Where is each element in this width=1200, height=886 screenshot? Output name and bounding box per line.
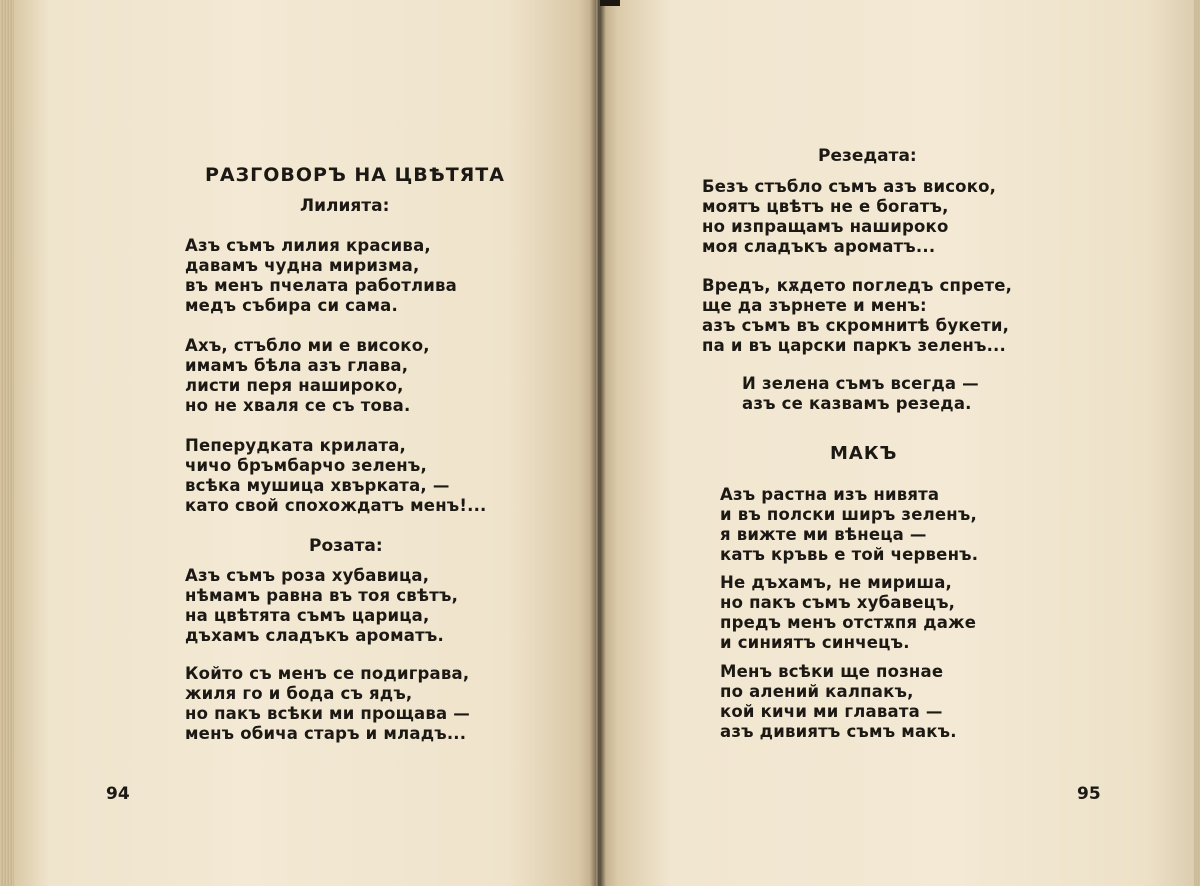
verse-line: жиля го и бода съ ядъ, (185, 684, 413, 703)
verse-line: Менъ всѣки ще познае (720, 662, 944, 681)
verse-line: азъ дивиятъ съмъ макъ. (720, 722, 957, 741)
stanza-11 (720, 662, 957, 742)
verse-line: кой кичи ми главата — (720, 702, 943, 721)
verse-line: азъ съмъ въ скромнитѣ букети, (702, 316, 1010, 335)
verse-line: дъхамъ сладъкъ ароматъ. (185, 626, 444, 645)
verse-line: но не хваля се съ това. (185, 396, 411, 415)
verse-line: нѣмамъ равна въ тоя свѣтъ, (185, 586, 459, 605)
verse-line: но пакъ съмъ хубавецъ, (720, 593, 956, 612)
verse-line: Който съ менъ се подиграва, (185, 664, 470, 683)
verse-line: Азъ растна изъ нивята (720, 485, 940, 504)
stanza-1 (185, 236, 457, 316)
verse-line: имамъ бѣла азъ глава, (185, 356, 409, 375)
stanza-5 (185, 664, 470, 744)
stanza-4 (185, 566, 458, 646)
verse-line: па и въ царски паркъ зеленъ... (702, 336, 1006, 355)
poem-title: РАЗГОВОРЪ НА ЦВѢТЯТА (205, 164, 505, 186)
verse-line: Азъ съмъ роза хубавица, (185, 566, 430, 585)
stanza-9 (720, 485, 978, 565)
stanza-2 (185, 336, 430, 416)
stanza-3 (185, 436, 487, 516)
verse-line: я вижте ми вѣнеца — (720, 525, 927, 544)
verse-line: чичо бръмбарчо зеленъ, (185, 456, 427, 475)
verse-line: Азъ съмъ лилия красива, (185, 236, 431, 255)
verse-line: и синиятъ синчецъ. (720, 633, 910, 652)
stanza-6 (702, 177, 996, 257)
verse-line: ще да зърнете и менъ: (702, 296, 927, 315)
verse-line: медъ събира си сама. (185, 296, 398, 315)
section-heading-liliyata: Лилията: (300, 196, 390, 216)
stanza-10 (720, 573, 976, 653)
stanza-8 (742, 374, 979, 414)
verse-line: Не дъхамъ, не мириша, (720, 573, 953, 592)
verse-line: моя сладъкъ ароматъ... (702, 237, 936, 256)
verse-line: И зелена съмъ всегда — (742, 374, 979, 393)
left-page-edges (0, 0, 14, 886)
page-number-right: 95 (1077, 784, 1101, 804)
verse-line: листи перя нашироко, (185, 376, 404, 395)
gutter-shadow (600, 0, 620, 6)
verse-line: и въ полски ширъ зеленъ, (720, 505, 977, 524)
right-page-edges (1194, 0, 1200, 886)
stanza-7 (702, 276, 1012, 356)
verse-line: азъ се казвамъ резеда. (742, 394, 972, 413)
verse-line: Пеперудката крилата, (185, 436, 407, 455)
verse-line: но изпращамъ нашироко (702, 217, 949, 236)
book-gutter (590, 0, 606, 886)
verse-line: но пакъ всѣки ми прощава — (185, 704, 470, 723)
verse-line: катъ кръвь е той червенъ. (720, 545, 979, 564)
section-heading-rozata: Розата: (309, 536, 383, 556)
verse-line: давамъ чудна миризма, (185, 256, 420, 275)
verse-line: Ахъ, стъбло ми е високо, (185, 336, 430, 355)
verse-line: моятъ цвѣтъ не е богатъ, (702, 197, 949, 216)
verse-line: въ менъ пчелата работлива (185, 276, 457, 295)
verse-line: като свой спохождатъ менъ!... (185, 496, 487, 515)
section-heading-rezedata: Резедата: (818, 146, 917, 166)
poem-title-mak: МАКЪ (830, 443, 898, 464)
verse-line: на цвѣтята съмъ царица, (185, 606, 430, 625)
verse-line: предъ менъ отстѫпя даже (720, 613, 977, 632)
page-number-left: 94 (106, 784, 130, 804)
verse-line: всѣка мушица хвърката, — (185, 476, 450, 495)
verse-line: по алений калпакъ, (720, 682, 914, 701)
verse-line: менъ обича старъ и младъ... (185, 724, 467, 743)
verse-line: Безъ стъбло съмъ азъ високо, (702, 177, 997, 196)
verse-line: Вредъ, кѫдето погледъ спрете, (702, 276, 1013, 295)
